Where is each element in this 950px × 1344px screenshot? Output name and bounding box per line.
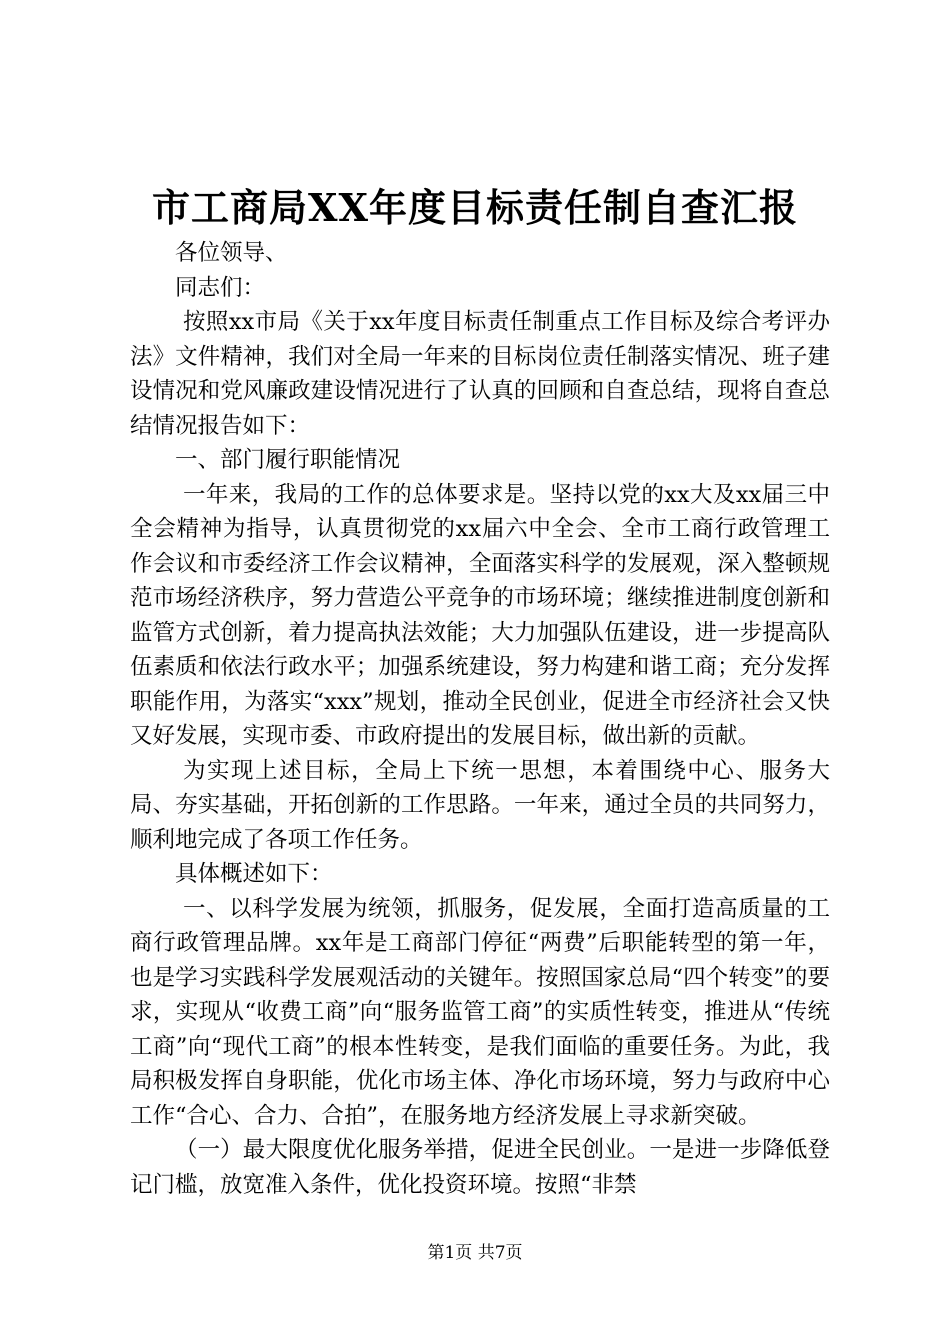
salutation-line: 各位领导、 [175,240,288,266]
salutation-line: 同志们： [175,274,266,301]
paragraph: （一）最大限度优化服务举措，促进全民创业。一是进一步降低登记门槛，放宽准入条件，优化投资环境。按照“非禁 [130,1137,830,1198]
paragraph: 一年来，我局的工作的总体要求是。坚持以党的xx大及xx届三中全会精神为指导，认真贯彻党的xx届六中全会、全市工商行政管理工作会议和市委经济工作会议精神，全面落实科学的发展观，深入整顿规范市场经济秩序，努力营造公平竞争的市场环境；继续推进制度创新和监管方式创新，着力提高执法效能；大力加强队伍建设，进一步提高队伍素质和依法行政水平；加强系统建设，努力构建和谐工商；充分发挥职能作用，为落实“xxx”规划，推动全民创业，促进全市经济社会又快又好发展，实现市委、市政府提出的发展目标，做出新的贡献。 [130,481,830,749]
page-number-footer: 第1页 共7页 [427,1243,523,1263]
document-body [130,236,830,1202]
paragraph: 具体概述如下： [175,861,333,887]
section-heading: 一、部门履行职能情况 [175,447,401,473]
paragraph: 按照xx市局《关于xx年度目标责任制重点工作目标及综合考评办法》文件精神，我们对全局一年来的目标岗位责任制落实情况、班子建设情况和党风廉政建设情况进行了认真的回顾和自查总结，现将自查总结情况报告如下： [130,309,830,439]
document-title: 市工商局XX年度目标责任制自查汇报 [152,185,798,230]
paragraph: 一、以科学发展为统领，抓服务，促发展，全面打造高质量的工商行政管理品牌。xx年是工商部门停征“两费”后职能转型的第一年，也是学习实践科学发展观活动的关键年。按照国家总局“四个转变”的要求，实现从“收费工商”向“服务监管工商”的实质性转变，推进从“传统工商”向“现代工商”的根本性转变，是我们面临的重要任务。为此，我局积极发挥自身职能，优化市场主体、净化市场环境，努力与政府中心工作“合心、合力、合拍”，在服务地方经济发展上寻求新突破。 [130,895,830,1129]
paragraph: 为实现上述目标，全局上下统一思想，本着围绕中心、服务大局、夯实基础，开拓创新的工作思路。一年来，通过全员的共同努力，顺利地完成了各项工作任务。 [130,757,830,853]
